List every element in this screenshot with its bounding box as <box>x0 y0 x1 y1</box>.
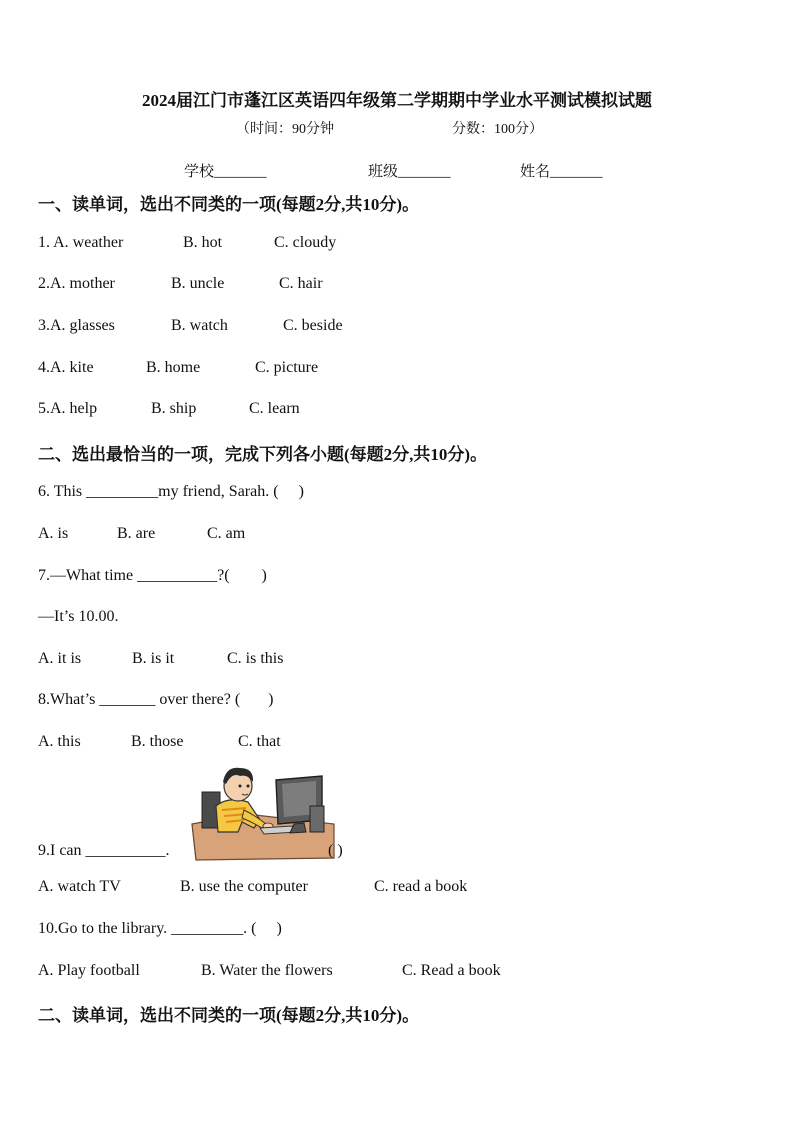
exam-time: （时间：90分钟 <box>236 122 334 137</box>
question-9-option-b: B. use the computer <box>180 878 308 895</box>
question-3-option-b: B. watch <box>171 317 228 334</box>
exam-score: 分数：100分） <box>452 122 543 137</box>
boy-computer-illustration <box>188 762 336 862</box>
question-7: 7.—What time __________?( ) <box>38 567 267 584</box>
question-7-option-c: C. is this <box>227 650 284 667</box>
question-7-option-a: A. it is <box>38 650 82 667</box>
question-9-option-a: A. watch TV <box>38 878 121 895</box>
question-8-option-c: C. that <box>238 733 281 750</box>
question-10-option-a: A. Play football <box>38 962 140 979</box>
question-9-paren: ( ) <box>328 842 343 859</box>
question-4-option-a: 4.A. kite <box>38 359 94 376</box>
question-8-option-a: A. this <box>38 733 81 750</box>
section-heading: 二、读单词，选出不同类的一项(每题2分,共10分)。 <box>38 1006 420 1025</box>
page-title: 2024届江门市蓬江区英语四年级第二学期期中学业水平测试模拟试题 <box>142 91 652 110</box>
class-field: 班级_______ <box>368 164 451 180</box>
question-9: 9.I can __________. <box>38 842 170 859</box>
question-1-option-c: C. cloudy <box>274 234 337 251</box>
question-10-option-c: C. Read a book <box>402 962 501 979</box>
school-field: 学校_______ <box>184 164 267 180</box>
question-7-answer: —It’s 10.00. <box>38 608 119 625</box>
question-5-option-c: C. learn <box>249 400 300 417</box>
question-2-option-c: C. hair <box>279 275 323 292</box>
question-7-option-b: B. is it <box>132 650 175 667</box>
question-5-option-b: B. ship <box>151 400 197 417</box>
question-8: 8.What’s _______ over there? ( ) <box>38 691 274 708</box>
question-1-option-b: B. hot <box>183 234 223 251</box>
question-2-option-a: 2.A. mother <box>38 275 115 292</box>
question-10: 10.Go to the library. _________. ( ) <box>38 920 282 937</box>
question-10-option-b: B. Water the flowers <box>201 962 333 979</box>
question-8-option-b: B. those <box>131 733 184 750</box>
question-3-option-c: C. beside <box>283 317 343 334</box>
section-heading: 一、读单词，选出不同类的一项(每题2分,共10分)。 <box>38 195 420 214</box>
question-4-option-c: C. picture <box>255 359 319 376</box>
question-6: 6. This _________my friend, Sarah. ( ) <box>38 483 304 500</box>
question-6-option-c: C. am <box>207 525 246 542</box>
section-heading: 二、选出最恰当的一项，完成下列各小题(每题2分,共10分)。 <box>38 445 488 464</box>
question-3-option-a: 3.A. glasses <box>38 317 115 334</box>
name-field: 姓名_______ <box>520 164 603 180</box>
question-9-option-c: C. read a book <box>374 878 468 895</box>
question-5-option-a: 5.A. help <box>38 400 98 417</box>
question-2-option-b: B. uncle <box>171 275 225 292</box>
question-6-option-b: B. are <box>117 525 156 542</box>
question-4-option-b: B. home <box>146 359 201 376</box>
question-1-option-a: 1. A. weather <box>38 234 124 251</box>
question-6-option-a: A. is <box>38 525 69 542</box>
